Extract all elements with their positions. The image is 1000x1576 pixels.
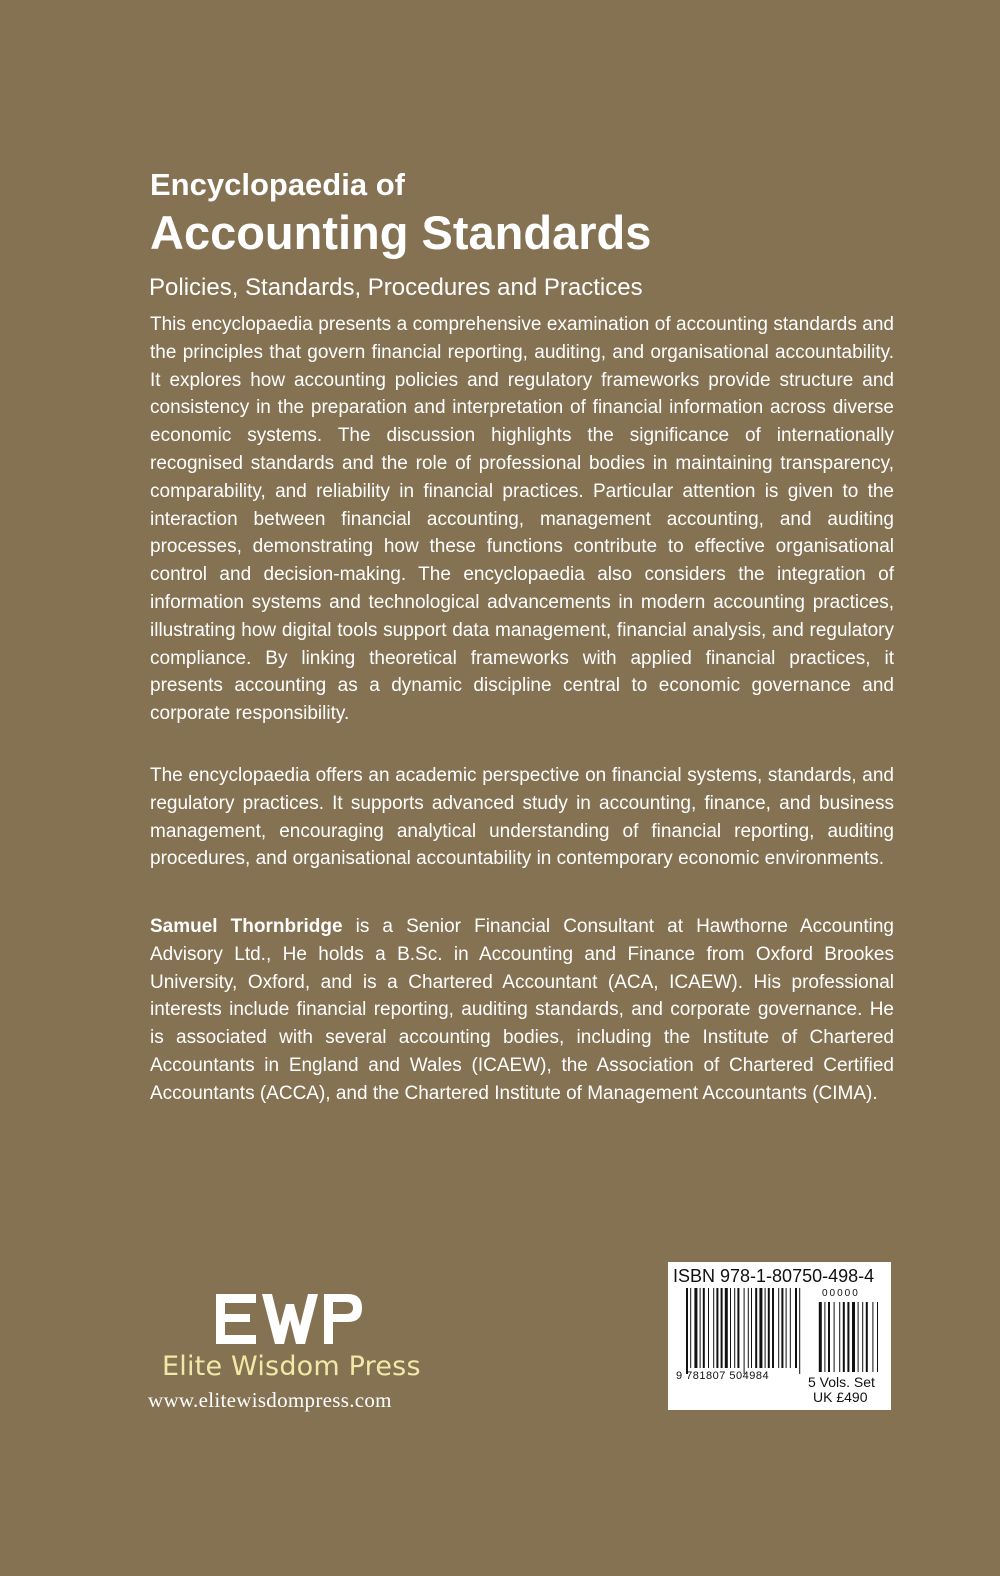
author-bio-text: is a Senior Financial Consultant at Hawthorne Accounting Advisory Ltd., He holds a B.Sc. in Accounting and Finance from Oxford Brookes University, Oxford, and is a Chartered Accountant (ACA, ICAEW). His professional interests include financial reporting, auditing standards, and corporate governance. He is associated with several accounting bodies, including the Institute of Chartered Accountants in England and Wales (ICAEW), the Association of Chartered Certified Accountants (ACCA), and the Chartered Institute of Management Accountants (CIMA). xyxy=(150,916,894,1104)
ewp-logo-icon xyxy=(216,1292,364,1346)
publisher-logo xyxy=(148,1292,438,1422)
description-paragraph-1: This encyclopaedia presents a comprehensive examination of accounting standards and the principles that govern financial reporting, auditing, and organisational accountability. It explores how accounting policies and regulatory frameworks provide structure and consistency in the preparation and interpretation of financial information across diverse economic systems. The discussion highlights the significance of internationally recognised standards and the role of professional bodies in maintaining transparency, comparability, and reliability in financial practices. Particular attention is given to the interaction between financial accounting, management accounting, and auditing processes, demonstrating how these functions contribute to effective organisational control and decision-making. The encyclopaedia also considers the integration of information systems and technological advancements in modern accounting practices, illustrating how digital tools support data management, financial analysis, and regulatory compliance. By linking theoretical frameworks with applied financial practices, it presents accounting as a dynamic discipline central to economic governance and corporate responsibility. xyxy=(150,314,894,725)
barcode-addon-digits: 00000 xyxy=(822,1288,860,1299)
title-line-1: Encyclopaedia of xyxy=(150,167,405,202)
author-name: Samuel Thornbridge xyxy=(150,916,343,937)
barcode-digits: 9 781807 504984 xyxy=(676,1370,770,1382)
author-bio-paragraph xyxy=(150,913,894,1108)
title-line-2: Accounting Standards xyxy=(150,206,652,259)
isbn-barcode xyxy=(668,1262,891,1410)
publisher-name: Elite Wisdom Press xyxy=(162,1351,421,1382)
price: UK £490 xyxy=(813,1389,868,1405)
subtitle: Policies, Standards, Procedures and Practices xyxy=(149,274,643,301)
set-info: 5 Vols. Set xyxy=(808,1374,875,1390)
publisher-url: www.elitewisdompress.com xyxy=(148,1388,392,1412)
description-paragraph-2: The encyclopaedia offers an academic perspective on financial systems, standards, and regulatory practices. It supports advanced study in accounting, finance, and business management, encouraging analytical understanding of financial reporting, auditing procedures, and organisational accountability in contemporary economic environments. xyxy=(150,765,894,870)
isbn-label: ISBN 978-1-80750-498-4 xyxy=(673,1266,875,1286)
